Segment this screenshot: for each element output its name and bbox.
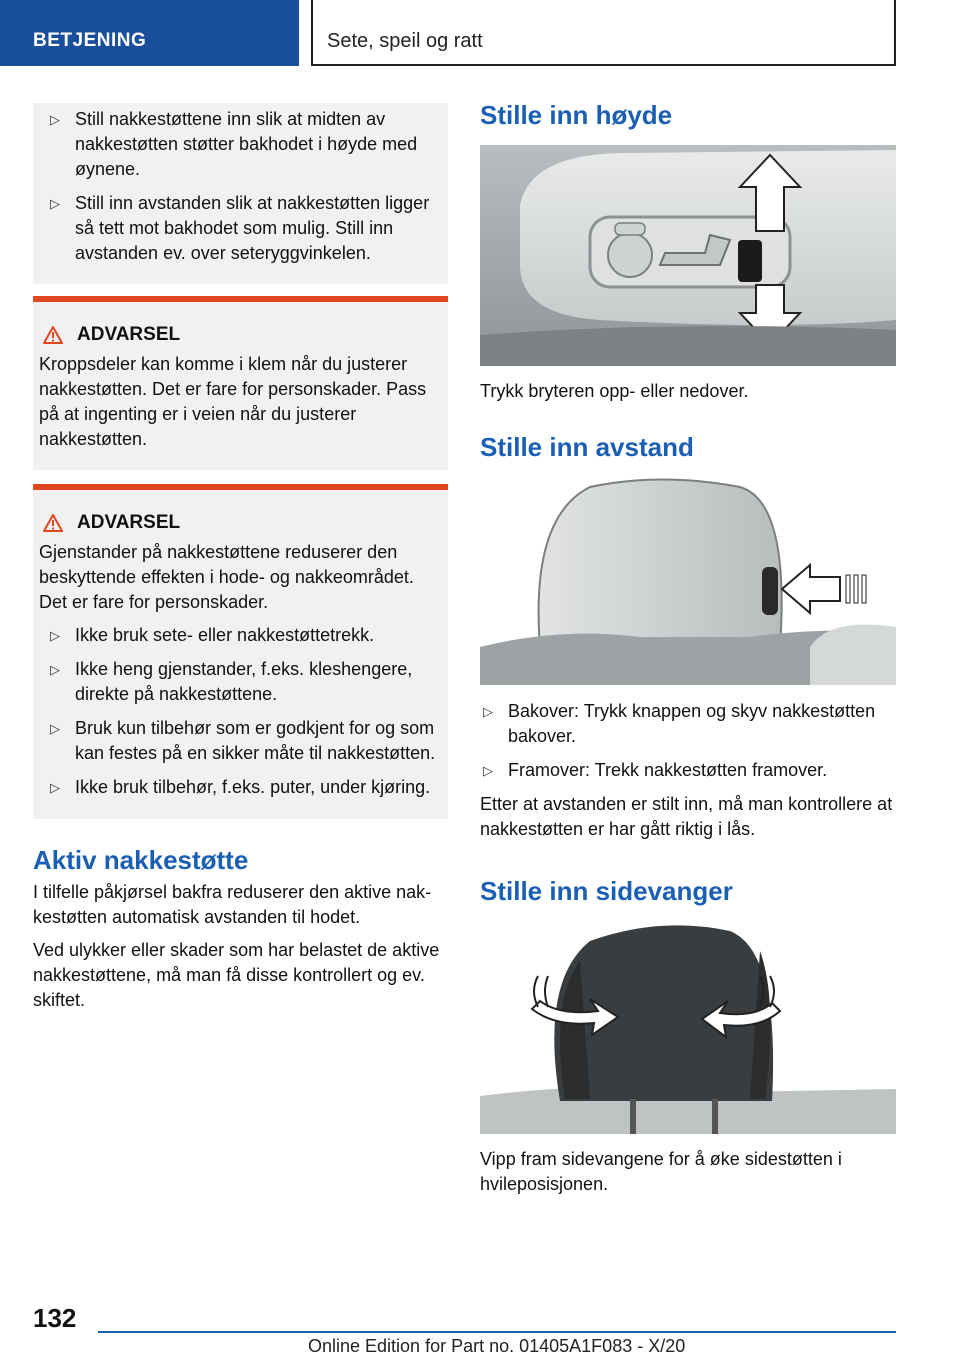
- list-item: ▷ Ikke bruk sete- eller nakkestøttetrekk.: [47, 623, 442, 648]
- chapter-tab: [311, 0, 896, 66]
- warning-box-1: [33, 296, 448, 470]
- seat-height-illustration: [480, 145, 896, 366]
- headrest-distance-illustration: [480, 477, 896, 685]
- triangle-bullet-icon: ▷: [50, 196, 60, 211]
- triangle-bullet-icon: ▷: [50, 112, 60, 127]
- triangle-bullet-icon: ▷: [50, 780, 60, 795]
- warning-triangle-icon: [43, 326, 63, 344]
- left-column: [33, 103, 448, 1013]
- warning-title: ADVARSEL: [77, 512, 181, 533]
- page-number: 132: [33, 1303, 77, 1333]
- list-item: ▷ Still inn avstanden slik at nakkestøtten ligger så tett mot bakhodet som mulig. Still inn avstanden ev. over seteryggvinkelen.: [50, 193, 430, 263]
- footer-divider: [98, 1331, 896, 1333]
- warning-box-2: [33, 484, 448, 819]
- paragraph: I tilfelle påkjørsel bakfra reduserer den aktive nakkestøtten automatisk avstanden til hodet.: [33, 882, 432, 927]
- list-item: ▷ Ikke bruk tilbehør, f.eks. puter, under kjøring.: [47, 775, 442, 800]
- edition-text: Online Edition for Part no. 01405A1F083 - X/20: [308, 1336, 686, 1356]
- section-heading-sides: Stille inn sidevanger: [480, 876, 733, 906]
- warning-triangle-icon: [43, 514, 63, 532]
- list-item: ▷ Ikke heng gjenstander, f.eks. kleshengere, direkte på nakkestøttene.: [50, 659, 413, 704]
- caption: Trykk bryteren opp- eller nedover.: [480, 381, 749, 401]
- warning-text: Gjenstander på nakkestøttene reduserer den beskyttende effekten i hode- og nakkeområdet. Det er fare for personskader.: [39, 542, 414, 612]
- triangle-bullet-icon: ▷: [483, 704, 493, 719]
- warning-title: ADVARSEL: [77, 324, 181, 345]
- triangle-bullet-icon: ▷: [483, 763, 493, 778]
- list-item: ▷ Bruk kun tilbehør som er godkjent for og som kan festes på en sikker måte til nakkestøtten.: [50, 718, 436, 763]
- list-item: ▷ Still nakkestøttene inn slik at midten av nakkestøtten støtter bakhodet i høyde med øynene.: [50, 109, 418, 179]
- side-bolster-illustration: [480, 921, 896, 1134]
- section-title: BETJENING: [33, 30, 147, 51]
- section-heading-active: Aktiv nakkestøtte: [33, 845, 249, 875]
- chapter-title: Sete, speil og ratt: [327, 30, 483, 52]
- warning-text: Kroppsdeler kan komme i klem når du justerer nakkestøtten. Det er fare for personskader. Pass på at ingenting er i veien når du justerer nakkestøtten.: [39, 354, 427, 449]
- paragraph: Etter at avstanden er stilt inn, må man kontrollere at nakkestøtten er har gått riktig i lås.: [480, 794, 893, 839]
- triangle-bullet-icon: ▷: [50, 628, 60, 643]
- section-heading-distance: Stille inn avstand: [480, 432, 694, 462]
- section-tab: [0, 0, 299, 66]
- list-item: ▷ Bakover: Trykk knappen og skyv nakkestøtten bakover.: [483, 701, 876, 746]
- triangle-bullet-icon: ▷: [50, 721, 60, 736]
- intro-bullet-box: [33, 103, 448, 284]
- list-item: ▷ Framover: Trekk nakkestøtten framover.: [480, 758, 896, 783]
- triangle-bullet-icon: ▷: [50, 662, 60, 677]
- paragraph: Ved ulykker eller skader som har belastet de aktive nakkestøttene, må man få disse kontrollert og ev. skiftet.: [33, 940, 440, 1010]
- section-heading-height: Stille inn høyde: [480, 100, 673, 130]
- right-column: [480, 100, 896, 1197]
- caption: Vipp fram sidevangene for å øke sidestøtten i hvileposisjonen.: [480, 1149, 842, 1194]
